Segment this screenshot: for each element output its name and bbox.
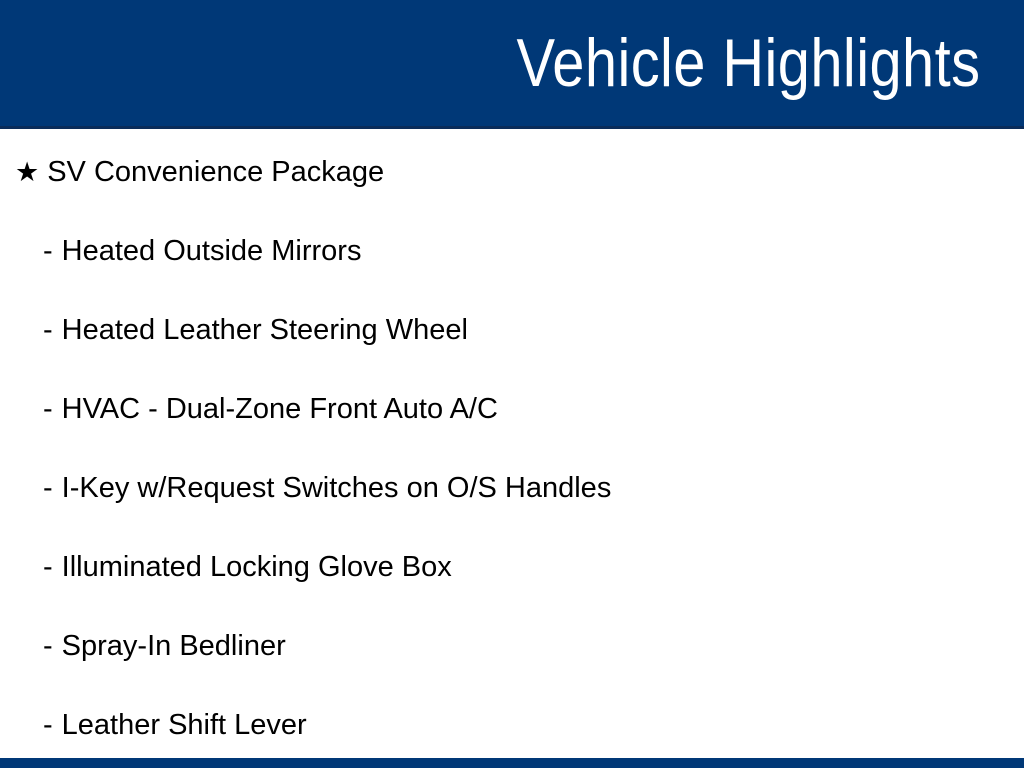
- page-title: Vehicle Highlights: [516, 25, 981, 101]
- list-item-label: Spray-In Bedliner: [61, 629, 286, 662]
- title-bar: [0, 0, 1024, 129]
- dash-bullet: -: [43, 629, 53, 662]
- dash-bullet: -: [43, 234, 53, 267]
- dash-bullet: -: [43, 708, 53, 741]
- list-item-label: HVAC - Dual-Zone Front Auto A/C: [61, 392, 498, 425]
- list-item-label: I-Key w/Request Switches on O/S Handles: [61, 471, 612, 504]
- dash-bullet: -: [43, 313, 53, 346]
- list-item-label: SV Convenience Package: [47, 155, 385, 188]
- list-item: [0, 607, 1024, 686]
- bottom-bar: [0, 758, 1024, 768]
- dash-bullet: -: [43, 392, 53, 425]
- list-item-label: Heated Leather Steering Wheel: [61, 313, 468, 346]
- dash-bullet: -: [43, 550, 53, 583]
- highlights-list: [0, 129, 1024, 765]
- list-item-package: [0, 133, 1024, 212]
- list-item-label: Leather Shift Lever: [61, 708, 307, 741]
- list-item-label: Heated Outside Mirrors: [61, 234, 362, 267]
- dash-bullet: -: [43, 471, 53, 504]
- list-item: [0, 528, 1024, 607]
- star-bullet-icon: ★: [15, 157, 40, 187]
- list-item: [0, 212, 1024, 291]
- list-item-label: Illuminated Locking Glove Box: [61, 550, 452, 583]
- list-item: [0, 686, 1024, 765]
- list-item: [0, 370, 1024, 449]
- list-item: [0, 449, 1024, 528]
- list-item: [0, 291, 1024, 370]
